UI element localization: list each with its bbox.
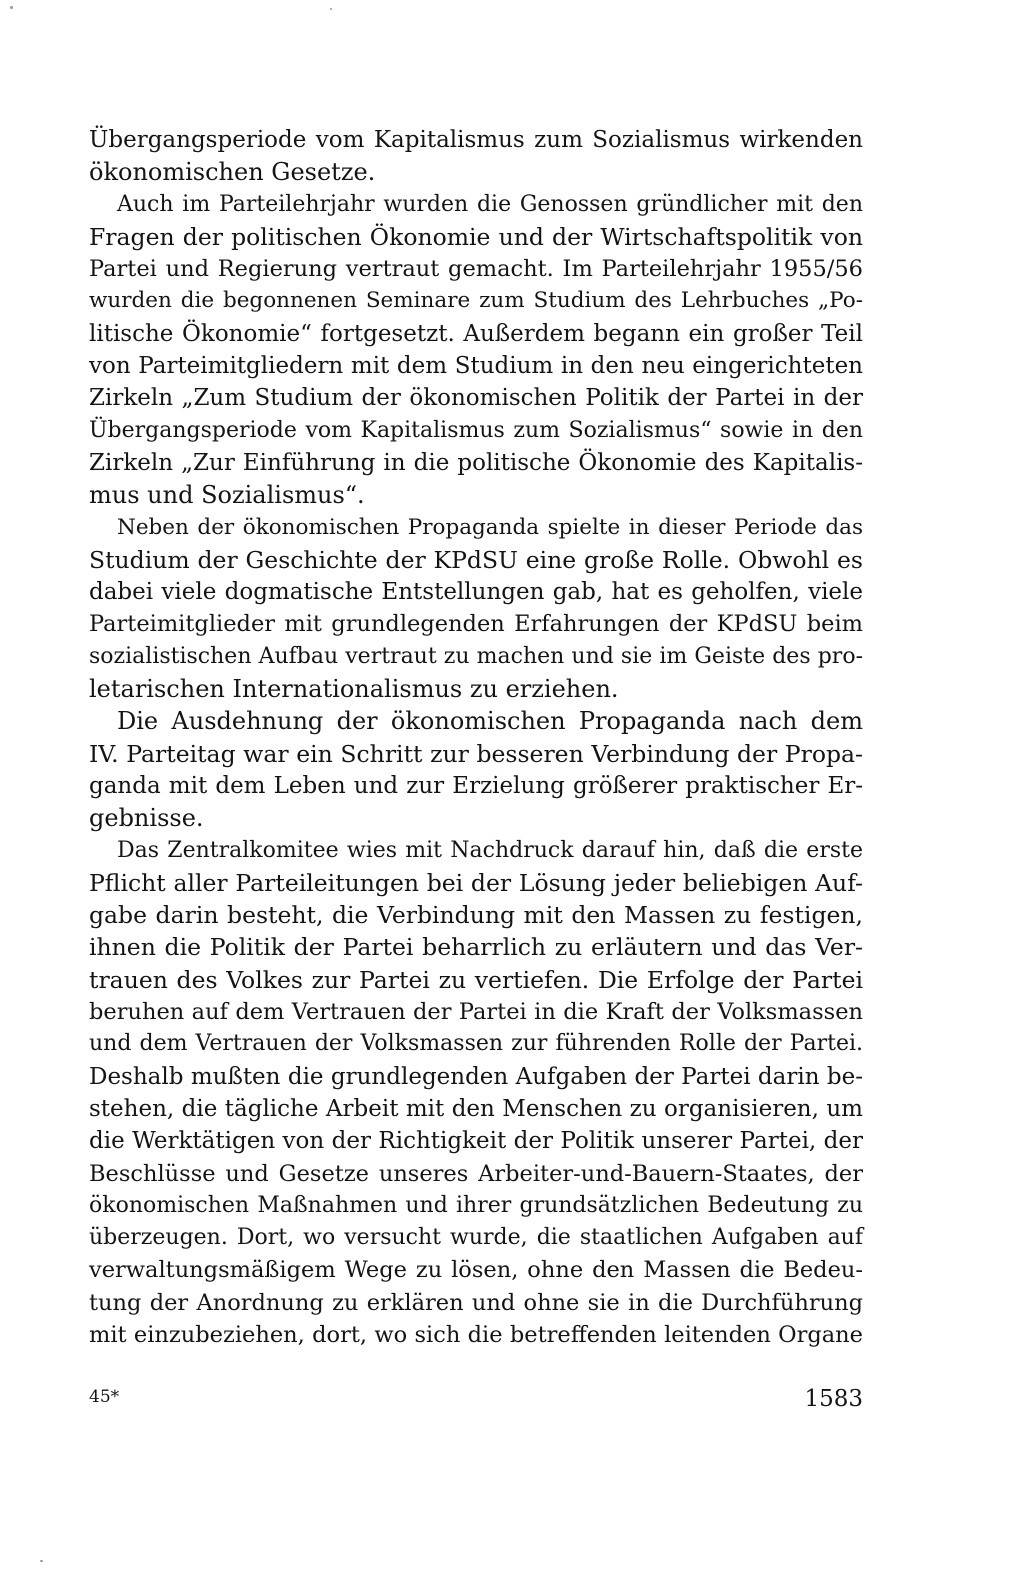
text-line: tung der Anordnung zu erklären und ohne sie in die Durchführung [89, 1289, 863, 1316]
scan-speck [40, 1560, 43, 1562]
text-line: Deshalb mußten die grundlegenden Aufgaben der Partei darin be- [89, 1063, 863, 1090]
text-line: Auch im Parteilehrjahr wurden die Genossen gründlicher mit den [117, 191, 863, 217]
signature-mark: 45* [89, 1387, 120, 1407]
text-line: Neben der ökonomischen Propaganda spielte in dieser Periode das [117, 514, 863, 540]
text-line: die Werktätigen von der Richtigkeit der Politik unserer Partei, der [89, 1128, 863, 1155]
text-line: Parteimitglieder mit grundlegenden Erfahrungen der KPdSU beim [89, 611, 863, 638]
text-line: Die Ausdehnung der ökonomischen Propaganda nach dem [117, 707, 863, 736]
text-line: gabe darin besteht, die Verbindung mit den Massen zu festigen, [89, 901, 863, 930]
text-line: Pflicht aller Parteileitungen bei der Lösung jeder beliebigen Auf- [89, 868, 863, 897]
text-line: wurden die begonnenen Seminare zum Studium des Lehrbuches „Po- [89, 288, 863, 314]
text-line: mus und Sozialismus“. [89, 481, 365, 510]
text-line: IV. Parteitag war ein Schritt zur besseren Verbindung der Propa- [89, 739, 863, 768]
text-line: ökonomischen Maßnahmen und ihrer grundsätzlichen Bedeutung zu [89, 1192, 863, 1218]
text-line: Übergangsperiode vom Kapitalismus zum Sozialismus“ sowie in den [89, 417, 863, 443]
text-line: Fragen der politischen Ökonomie und der Wirtschaftspolitik von [89, 222, 863, 251]
text-line: Übergangsperiode vom Kapitalismus zum Sozialismus wirkenden [89, 127, 863, 153]
text-line: trauen des Volkes zur Partei zu vertiefen. Die Erfolge der Partei [89, 965, 863, 994]
text-line: Das Zentralkomitee wies mit Nachdruck darauf hin, daß die erste [117, 837, 863, 863]
text-line: ganda mit dem Leben und zur Erzielung größerer praktischer Er- [89, 772, 863, 799]
text-line: mit einzubeziehen, dort, wo sich die betreffenden leitenden Organe [89, 1321, 863, 1348]
text-line: Partei und Regierung vertraut gemacht. Im Parteilehrjahr 1955/56 [89, 256, 863, 283]
text-line: sozialistischen Aufbau vertraut zu machen und sie im Geiste des pro- [89, 643, 863, 669]
text-line: Beschlüsse und Gesetze unseres Arbeiter-und-Bauern-Staates, der [89, 1160, 863, 1187]
text-line: überzeugen. Dort, wo versucht wurde, die staatlichen Aufgaben auf [89, 1225, 863, 1251]
text-line: letarischen Internationalismus zu erziehen. [89, 675, 619, 704]
scan-speck [10, 6, 13, 9]
page-footer [89, 1386, 863, 1416]
text-line: dabei viele dogmatische Entstellungen gab, hat es geholfen, viele [89, 579, 863, 606]
text-line: Studium der Geschichte der KPdSU eine große Rolle. Obwohl es [89, 545, 863, 574]
text-line: gebnisse. [89, 804, 204, 833]
scan-speck [330, 8, 332, 10]
text-line: und dem Vertrauen der Volksmassen zur führenden Rolle der Partei. [89, 1031, 863, 1057]
text-line: verwaltungsmäßigem Wege zu lösen, ohne den Massen die Bedeu- [89, 1257, 863, 1284]
text-line: beruhen auf dem Vertrauen der Partei in die Kraft der Volksmassen [89, 999, 863, 1026]
text-line: litische Ökonomie“ fortgesetzt. Außerdem begann ein großer Teil [89, 320, 863, 347]
body-text [89, 124, 863, 1351]
text-line: von Parteimitgliedern mit dem Studium in den neu eingerichteten [89, 353, 863, 380]
text-line: Zirkeln „Zur Einführung in die politische Ökonomie des Kapitalis- [89, 449, 863, 476]
text-line: ihnen die Politik der Partei beharrlich zu erläutern und das Ver- [89, 933, 863, 962]
text-line: Zirkeln „Zum Studium der ökonomischen Politik der Partei in der [89, 385, 863, 412]
page-number: 1583 [804, 1386, 863, 1412]
text-line: stehen, die tägliche Arbeit mit den Menschen zu organisieren, um [89, 1095, 863, 1122]
text-line: ökonomischen Gesetze. [89, 158, 376, 187]
